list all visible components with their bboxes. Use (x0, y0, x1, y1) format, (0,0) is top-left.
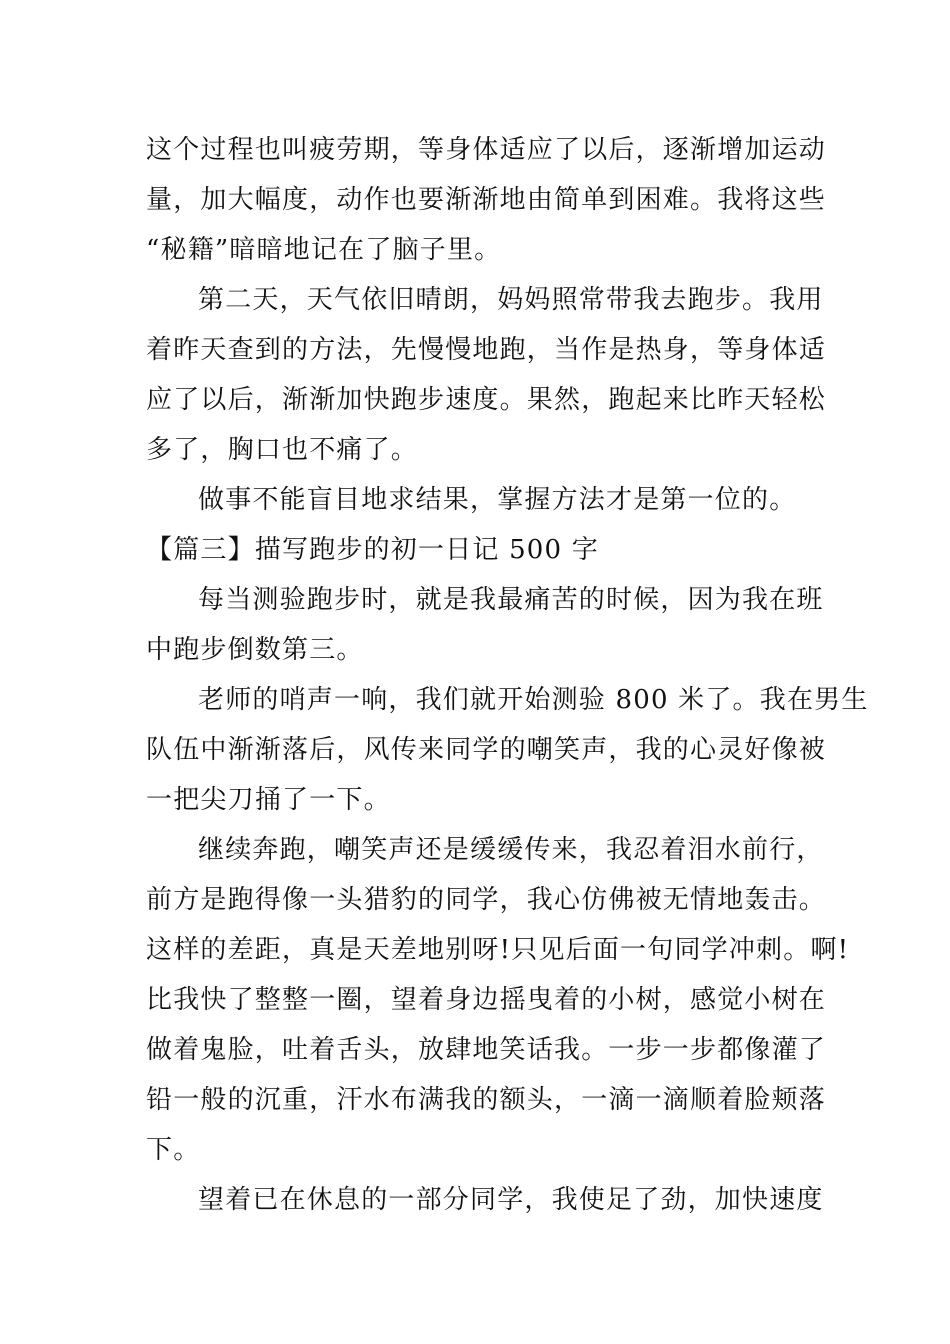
paragraph-start-line: 望着已在休息的一部分同学，我使足了劲，加快速度 (198, 1185, 824, 1215)
text-line: “秘籍”暗暗地记在了脑子里。 (146, 235, 502, 265)
text-line: 这个过程也叫疲劳期，等身体适应了以后，逐渐增加运动 (146, 135, 827, 165)
paragraph-start-line: 做事不能盲目地求结果，掌握方法才是第一位的。 (198, 485, 797, 515)
paragraph-start-line: 每当测验跑步时，就是我最痛苦的时候，因为我在班 (198, 585, 824, 615)
section-heading: 【篇三】描写跑步的初一日记 500 字 (146, 535, 599, 565)
text-line: 一把尖刀捅了一下。 (146, 785, 391, 815)
text-line: 铅一般的沉重，汗水布满我的额头，一滴一滴顺着脸颊落 (146, 1085, 827, 1115)
text-line: 做着鬼脸，吐着舌头，放肆地笑话我。一步一步都像灌了 (146, 1035, 827, 1065)
text-line: 比我快了整整一圈，望着身边摇曳着的小树，感觉小树在 (146, 985, 827, 1015)
text-line: 前方是跑得像一头猎豹的同学，我心仿佛被无情地轰击。 (146, 885, 827, 915)
paragraph-start-line: 继续奔跑，嘲笑声还是缓缓传来，我忍着泪水前行， (198, 835, 824, 865)
paragraph-start-line: 老师的哨声一响，我们就开始测验 800 米了。我在男生 (198, 685, 869, 715)
text-line: 量，加大幅度，动作也要渐渐地由简单到困难。我将这些 (146, 185, 827, 215)
text-line: 应了以后，渐渐加快跑步速度。果然，跑起来比昨天轻松 (146, 385, 827, 415)
text-line: 多了，胸口也不痛了。 (146, 435, 419, 465)
text-line: 队伍中渐渐落后，风传来同学的嘲笑声，我的心灵好像被 (146, 735, 827, 765)
text-line: 下。 (146, 1135, 201, 1165)
text-line: 着昨天查到的方法，先慢慢地跑，当作是热身，等身体适 (146, 335, 827, 365)
paragraph-start-line: 第二天，天气依旧晴朗，妈妈照常带我去跑步。我用 (198, 285, 824, 315)
text-line: 这样的差距，真是天差地别呀!只见后面一句同学冲刺。啊! (146, 935, 850, 965)
text-line: 中跑步倒数第三。 (146, 635, 364, 665)
